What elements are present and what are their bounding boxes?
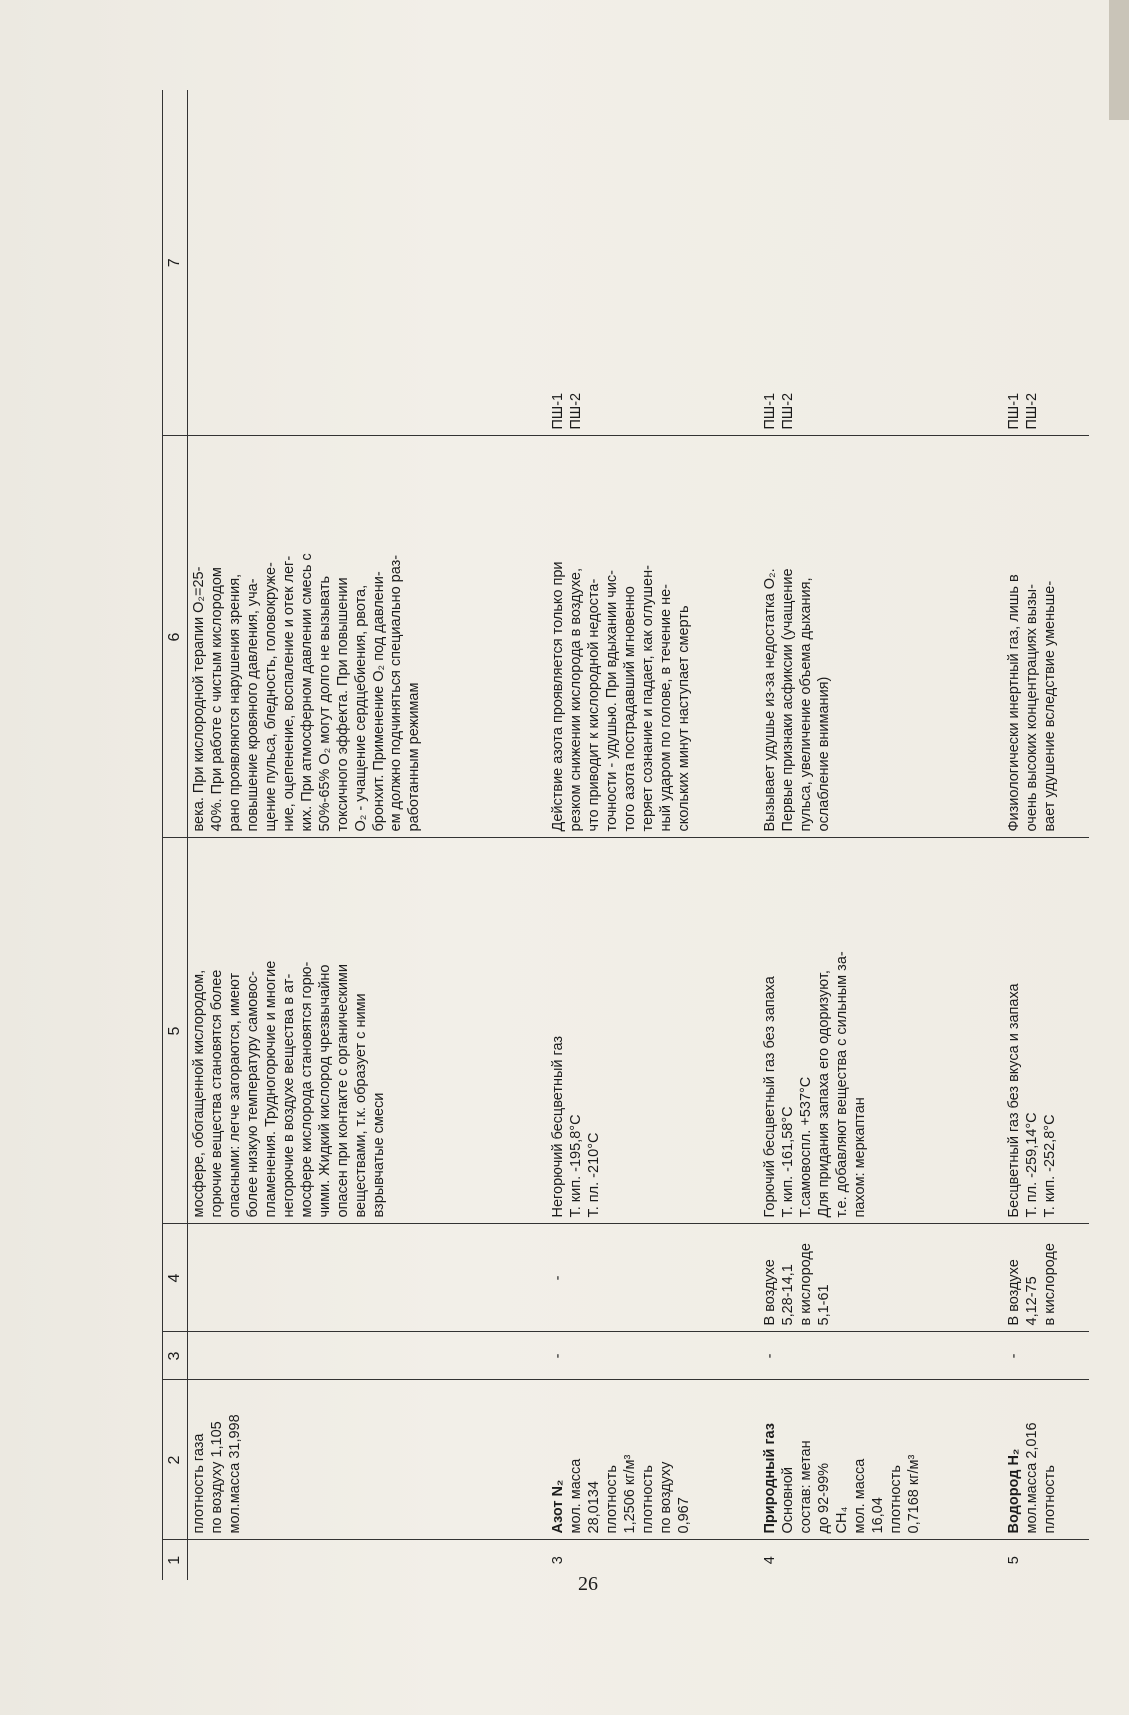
properties-cell [759,838,1003,1224]
substance-detail-line: плотность газа [190,1433,207,1534]
properties-line: Т.самовоспл. +537°С [797,1076,814,1218]
properties-line: опасен при контакте с органическими [334,963,351,1218]
row-number: 3 [549,1556,566,1565]
substance-cell [1003,1380,1089,1540]
health-effects-cell [532,436,759,838]
column-3-cell [187,1332,532,1380]
effects-line: Действие азота проявляется только при [549,561,566,832]
properties-line: пахом: меркаптан [851,1097,868,1218]
limits-line: - [549,1275,566,1281]
effects-line: что приводит к кислородной недоста- [585,578,602,832]
effects-line: бронхит. Применение О₂ под давлени- [370,571,387,832]
substance-detail-line: 1,2506 кг/м³ [621,1454,638,1534]
effects-line: Первые признаки асфиксии (учащение [779,568,796,832]
properties-line: более низкую температуру самовос- [244,971,261,1218]
effects-line: века. При кислородной терапии О₂=25- [190,566,207,832]
table-header-row [163,90,188,1580]
column-header: 6 [163,436,188,838]
effects-line: рано проявляются нарушения зрения, [226,573,243,832]
protection-cell [1003,90,1089,436]
health-effects-cell [759,436,1003,838]
effects-line: резком снижении кислорода в воздухе, [567,567,584,832]
effects-line: того азота пострадавший мгновенно [621,586,638,832]
substance-detail-line: до 92-99% [815,1462,832,1534]
properties-line: пламенения. Трудногорючие и многие [262,960,279,1218]
protection-line: ПШ-1 [761,392,778,430]
properties-line: мосфере кислорода становятся горю- [298,961,315,1218]
column-header: 4 [163,1224,188,1332]
table-row [1003,90,1089,1580]
properties-line: Т. пл. -259,14°С [1023,1112,1040,1218]
properties-cell [532,838,759,1224]
properties-line: негорючие в воздухе вещества в ат- [280,973,297,1218]
effects-line: очень высоких концентрациях вызы- [1023,584,1040,832]
health-effects-cell [1003,436,1089,838]
effects-line: ный ударом по голове, в течение не- [657,584,674,832]
page-number: 26 [578,1573,598,1595]
row-number: 4 [761,1556,778,1565]
effects-line: ослабление внимания) [815,676,832,832]
protection-line: ПШ-1 [549,392,566,430]
substance-cell [759,1380,1003,1540]
substance-detail-line: плотность [887,1465,904,1534]
properties-line: Т. кип. -195,8°С [567,1114,584,1218]
properties-line: взрывчатые смеси [370,1092,387,1218]
table-row [187,90,532,1580]
effects-line: повышение кровяного давления, уча- [244,578,261,832]
protection-line: ПШ-2 [779,392,796,430]
properties-line: опасными: легче загораются, имеют [226,972,243,1218]
properties-line: Т. кип. -161,58°С [779,1106,796,1218]
substance-name: Водород Н₂ [1005,1448,1022,1534]
effects-line: 40%. При работе с чистым кислородом [208,567,225,832]
substance-detail-line: мол. масса [567,1458,584,1534]
substance-detail-line: мол. масса [851,1458,868,1534]
substance-detail-line: мол.масса 2,016 [1023,1422,1040,1534]
properties-cell [187,838,532,1224]
properties-cell [1003,838,1089,1224]
substance-detail-line: мол.масса 31,998 [226,1414,243,1534]
properties-line: горючие вещества становятся более [208,969,225,1218]
column-3-cell: - [532,1332,759,1380]
effects-line: 50%-65% О₂ могут долго не вызывать [316,575,333,832]
explosive-limits-cell [759,1224,1003,1332]
effects-line: О₂ - учащение сердцебиения, рвота, [352,584,369,832]
properties-line: т.е. добавляют вещества с сильным за- [833,951,850,1218]
effects-line: Физиологически инертный газ, лишь в [1005,574,1022,832]
row-number [187,1540,532,1580]
properties-line: чими. Жидкий кислород чрезвычайно [316,964,333,1218]
limits-line: В воздухе [761,1259,778,1326]
effects-line: работанным режимам [406,682,423,832]
limits-line: 4,12-75 [1023,1276,1040,1326]
rotated-table-wrapper [162,90,1072,1580]
effects-line: ких. При атмосферном давлении смесь с [298,553,315,832]
row-number: 5 [1005,1556,1022,1565]
protection-cell [759,90,1003,436]
substance-detail-line: состав: метан [797,1440,814,1534]
substance-detail-line: Основной [779,1467,796,1534]
substance-detail-line: плотность [639,1465,656,1534]
effects-line: ем должно подчиняться специально раз- [388,554,405,832]
substance-detail-line: 16,04 [869,1497,886,1534]
properties-line: Т. пл. -210°С [585,1132,602,1218]
substance-detail-line: плотность [603,1465,620,1534]
torn-page-edge [1109,0,1129,120]
properties-line: Бесцветный газ без вкуса и запаха [1005,983,1022,1218]
protection-line: ПШ-2 [1023,392,1040,430]
health-effects-cell [187,436,532,838]
explosive-limits-cell [1003,1224,1089,1332]
explosive-limits-cell [532,1224,759,1332]
effects-line: ние, оцепенение, воспаление и отек лег- [280,555,297,832]
column-3-cell: - [759,1332,1003,1380]
table-row [532,90,759,1580]
properties-line: Т. кип. -252,8°С [1041,1114,1058,1218]
limits-line: в кислороде [1041,1243,1058,1326]
substance-detail-line: 28,0134 [585,1481,602,1534]
column-header: 5 [163,838,188,1224]
effects-line: пульса, увеличение объема дыхания, [797,577,814,832]
column-header: 1 [163,1540,188,1580]
limits-line: 5,1-61 [815,1284,832,1326]
effects-line: щение пульса, бледность, головокруже- [262,562,279,832]
effects-line: токсичного эффекта. При повышении [334,577,351,832]
substance-detail-line: 0,967 [675,1497,692,1534]
column-3-cell: - [1003,1332,1089,1380]
properties-line: Негорючий бесцветный газ [549,1035,566,1218]
column-header: 2 [163,1380,188,1540]
table-row [759,90,1003,1580]
effects-line: точности - удушью. При вдыхании чис- [603,570,620,832]
substance-cell [532,1380,759,1540]
protection-cell [187,90,532,436]
substance-cell [187,1380,532,1540]
substance-detail-line: по воздуху [657,1461,674,1534]
column-header: 3 [163,1332,188,1380]
substance-detail-line: плотность [1041,1465,1058,1534]
effects-line: скольких минут наступает смерть [675,605,692,832]
limits-line: 5,28-14,1 [779,1264,796,1326]
protection-cell [532,90,759,436]
substance-detail-line: 0,7168 кг/м³ [905,1454,922,1534]
effects-line: Вызывает удушье из-за недостатка О₂. [761,568,778,832]
properties-line: Горючий бесцветный газ без запаха [761,976,778,1218]
gas-properties-table [162,90,1089,1580]
protection-line: ПШ-1 [1005,392,1022,430]
effects-line: вает удушение вследствие уменьше- [1041,580,1058,832]
explosive-limits-cell [187,1224,532,1332]
properties-line: мосфере, обогащенной кислородом, [190,969,207,1218]
substance-detail-line: по воздуху 1,105 [208,1421,225,1534]
substance-name: Природный газ [761,1423,778,1534]
substance-detail-line: СН₄ [833,1506,850,1534]
substance-name: Азот N₂ [549,1479,566,1534]
column-header: 7 [163,90,188,436]
effects-line: теряет сознание и падает, как оглушен- [639,565,656,832]
protection-line: ПШ-2 [567,392,584,430]
properties-line: веществами, т.к. образует с ними [352,993,369,1218]
limits-line: в кислороде [797,1243,814,1326]
properties-line: Для придания запаха его одоризуют, [815,970,832,1218]
limits-line: В воздухе [1005,1259,1022,1326]
